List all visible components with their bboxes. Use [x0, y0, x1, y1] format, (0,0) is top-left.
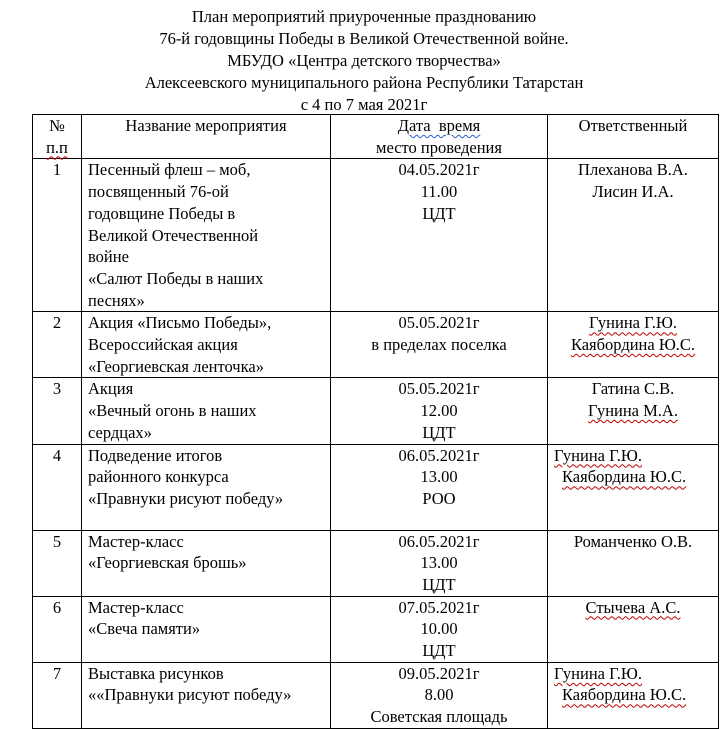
table-row	[33, 662, 719, 728]
event-responsible: Стычева А.С.	[548, 596, 719, 662]
event-name: Мастер-класс «Георгиевская брошь»	[82, 530, 331, 596]
document-title	[0, 6, 728, 116]
table-row	[33, 378, 719, 444]
title-line-3: МБУДО «Центра детского творчества»	[227, 51, 501, 70]
table-row	[33, 159, 719, 312]
event-name: Акция «Вечный огонь в наших сердцах»	[82, 378, 331, 444]
row-number: 1	[33, 159, 82, 312]
row-number: 7	[33, 662, 82, 728]
title-line-5: с 4 по 7 мая 2021г	[300, 95, 428, 114]
event-date-place: 06.05.2021г 13.00 РОО	[331, 444, 548, 530]
event-date-place: 05.05.2021г в пределах поселка	[331, 312, 548, 378]
event-date-place: 06.05.2021г 13.00 ЦДТ	[331, 530, 548, 596]
event-date-place: 07.05.2021г 10.00 ЦДТ	[331, 596, 548, 662]
event-responsible: Гунина Г.Ю. Каябордина Ю.С.	[548, 444, 719, 530]
event-responsible: Гунина Г.Ю. Каябордина Ю.С.	[548, 312, 719, 378]
event-date-place: 05.05.2021г 12.00 ЦДТ	[331, 378, 548, 444]
title-line-4: Алексеевского муниципального района Республики Татарстан	[144, 73, 584, 92]
event-name: Акция «Письмо Победы», Всероссийская акция «Георгиевская ленточка»	[82, 312, 331, 378]
event-responsible: Романченко О.В.	[548, 530, 719, 596]
event-name: Мастер-класс «Свеча памяти»	[82, 596, 331, 662]
event-name: Подведение итогов районного конкурса «Правнуки рисуют победу»	[82, 444, 331, 530]
event-responsible: Гатина С.В. Гунина М.А.	[548, 378, 719, 444]
table-header-row	[33, 115, 719, 159]
row-number: 6	[33, 596, 82, 662]
table-row	[33, 530, 719, 596]
row-number: 5	[33, 530, 82, 596]
header-number: № п.п	[33, 115, 82, 159]
table-row	[33, 596, 719, 662]
event-responsible: Плеханова В.А. Лисин И.А.	[548, 159, 719, 312]
event-name: Песенный флеш – моб, посвященный 76-ой годовщине Победы в Великой Отечественной войне «Салют Победы в наших песнях»	[82, 159, 331, 312]
row-number: 3	[33, 378, 82, 444]
table-row	[33, 444, 719, 530]
row-number: 2	[33, 312, 82, 378]
header-responsible: Ответственный	[548, 115, 719, 159]
title-line-2: 76-й годовщины Победы в Великой Отечественной войне.	[159, 29, 569, 48]
event-name: Выставка рисунков ««Правнуки рисуют победу»	[82, 662, 331, 728]
title-line-1: План мероприятий приуроченные празднованию	[191, 7, 537, 26]
table-row	[33, 312, 719, 378]
event-responsible: Гунина Г.Ю. Каябордина Ю.С.	[548, 662, 719, 728]
header-date-place: Дата время место проведения	[331, 115, 548, 159]
row-number: 4	[33, 444, 82, 530]
event-date-place: 04.05.2021г 11.00 ЦДТ	[331, 159, 548, 312]
header-event-name: Название мероприятия	[82, 115, 331, 159]
events-table	[32, 114, 719, 729]
event-date-place: 09.05.2021г 8.00 Советская площадь	[331, 662, 548, 728]
